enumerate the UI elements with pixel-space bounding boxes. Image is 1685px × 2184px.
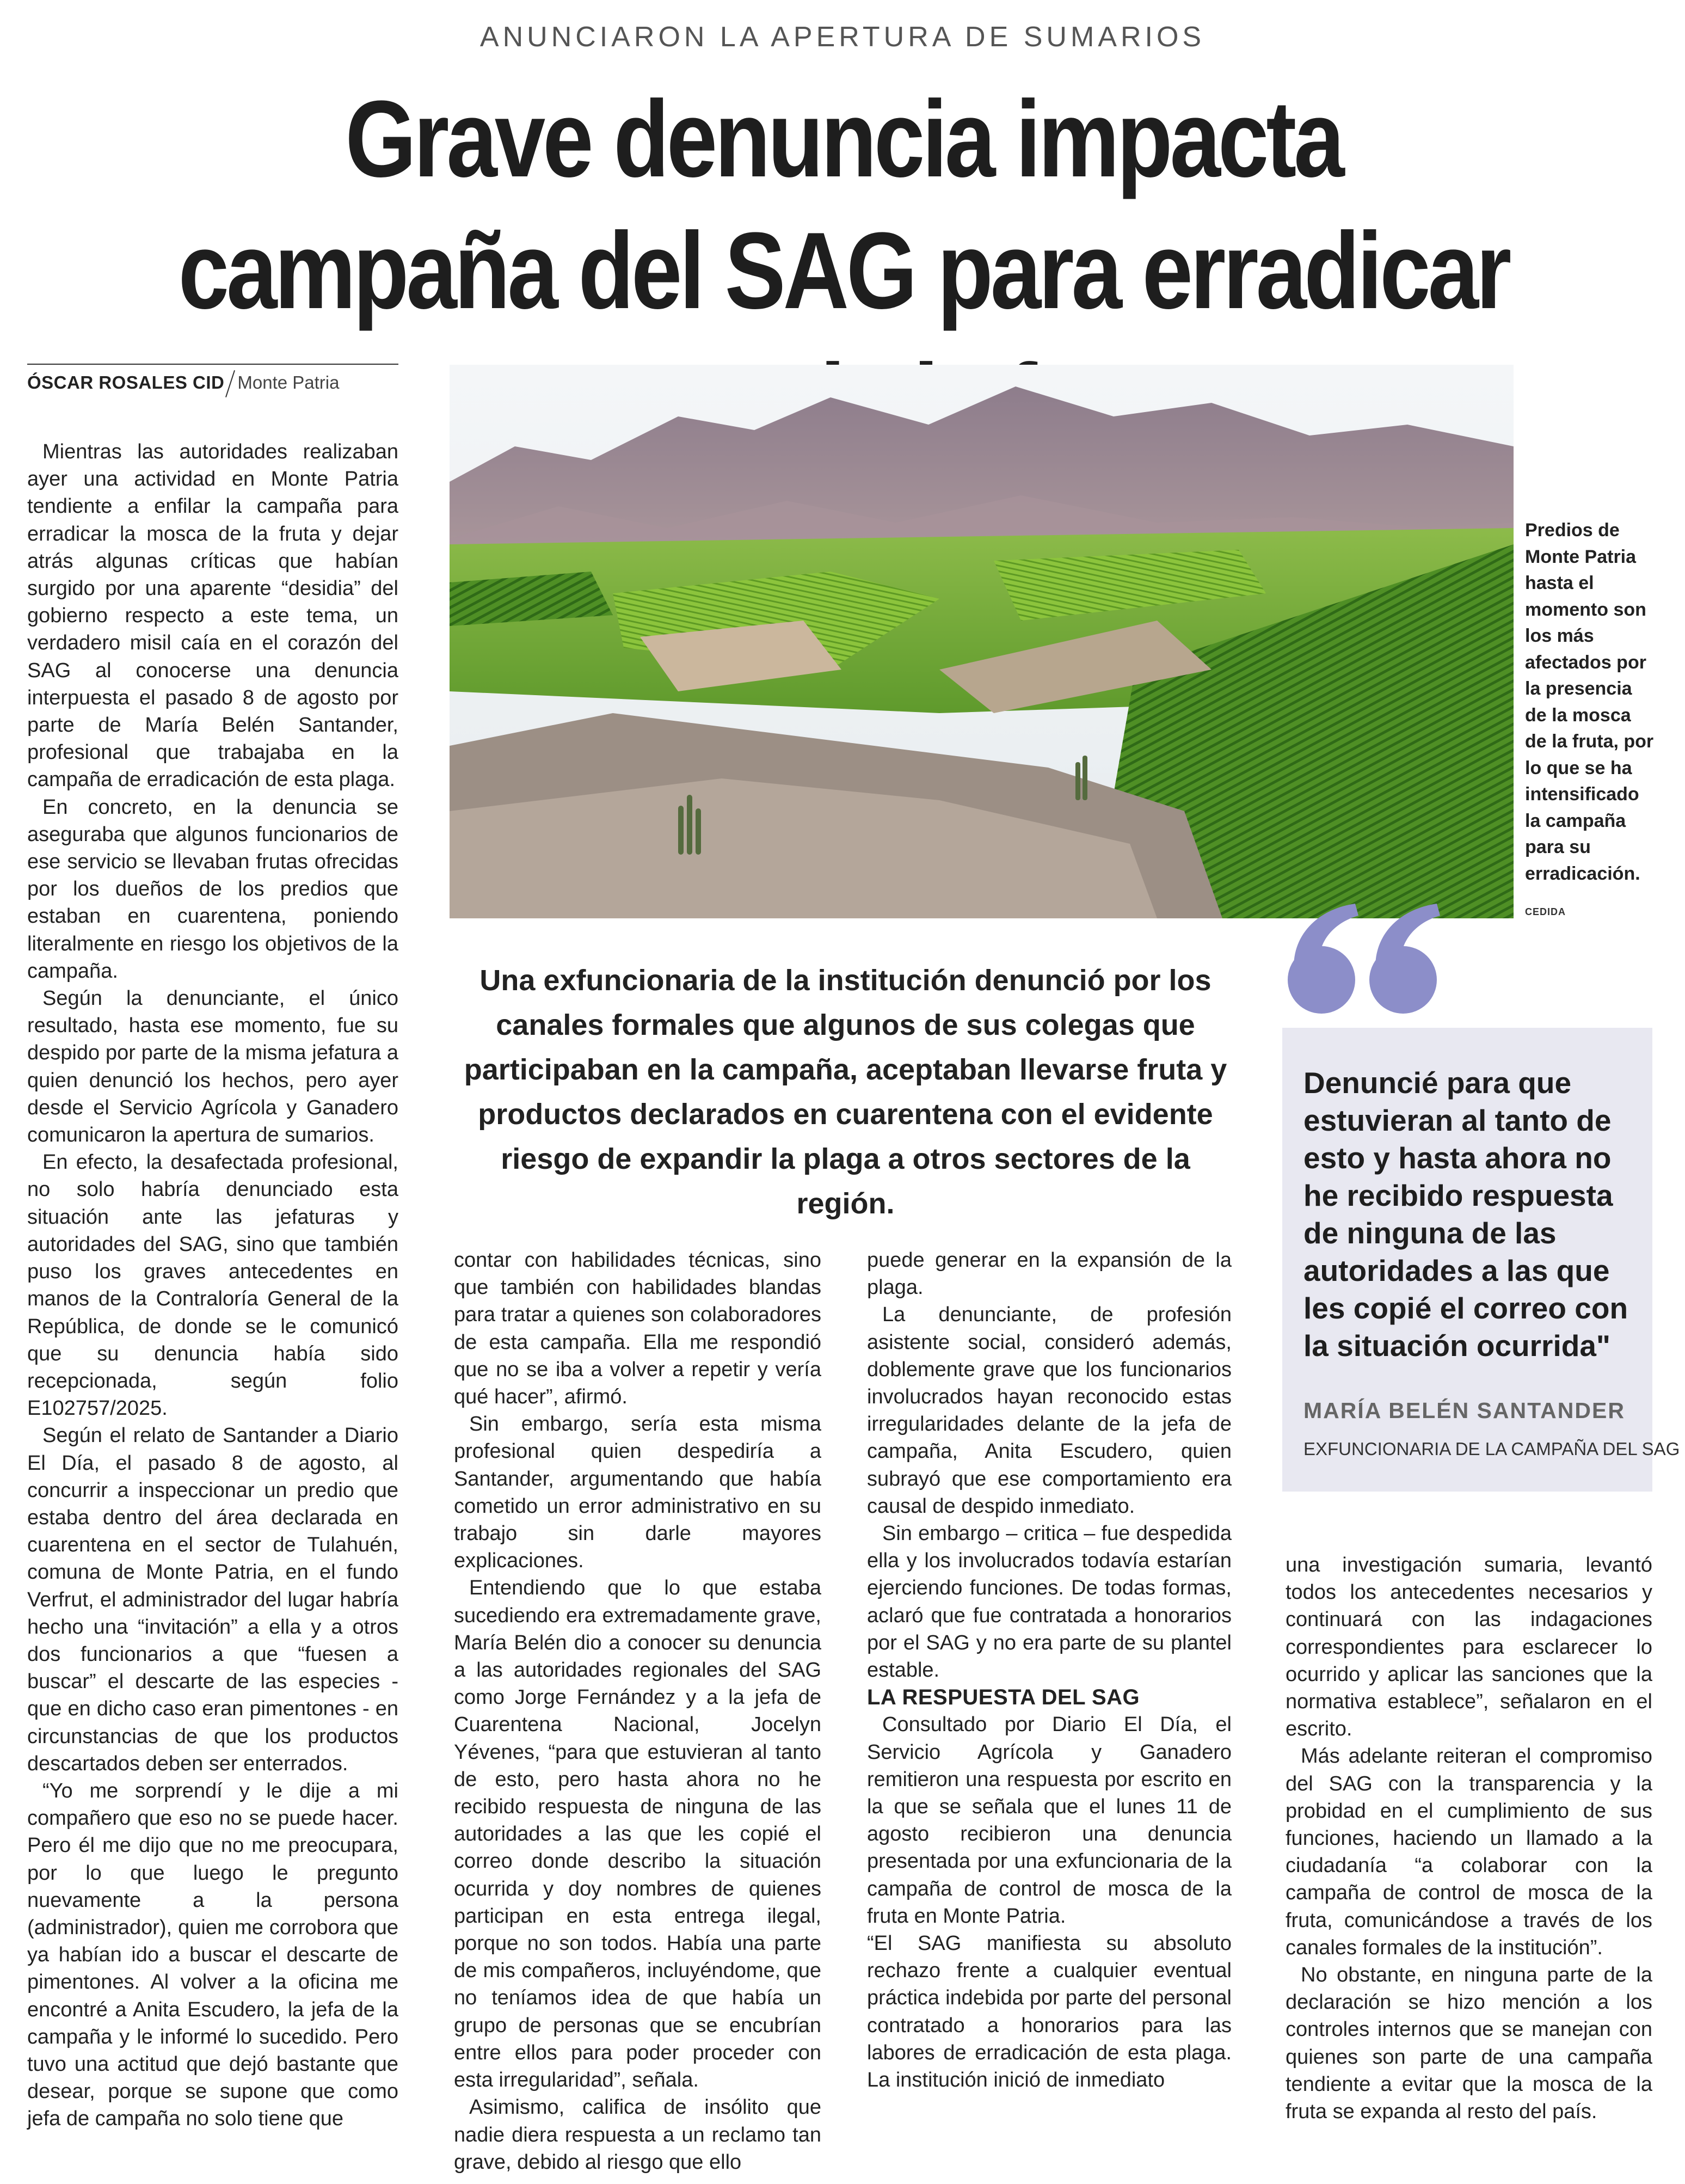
- paragraph: En efecto, la desafectada profesional, no solo habría denunciado esta situación ante las jefaturas y autoridades del SAG, sino que también puso los graves antecedentes en manos de la Contraloría General de la República, de donde se le comunicó que su denuncia había sido recepcionada, según folio E102757/2025.: [27, 1151, 398, 1420]
- paragraph: Entendiendo que lo que estaba sucediendo era extremadamente grave, María Belén dio a conocer su denuncia a las autoridades regionales del SAG como Jorge Fernández y a la jefa de Cuarentena Nacional, Jocelyn Yévenes, “para que estuvieran al tanto de esto, pero hasta ahora no he recibido respuesta de ninguna de las autoridades a las que les copié el correo donde describo la situación ocurrida y doy nombres de quienes participan en esta entrega ilegal, porque no son todos. Había una parte de mis compañeros, incluyéndome, que no teníamos idea de que había un grupo de personas que se encubrían entre ellos para poder proceder con esta irregularidad”, señala.: [454, 1576, 821, 2092]
- photo-caption: Predios de Monte Patria hasta el momento son los más afectados por la presencia de la mosca de la fruta, por lo que se ha intensificado la campaña para su erradicación.: [1525, 520, 1654, 884]
- paragraph: Más adelante reiteran el compromiso del SAG con la transparencia y la probidad en el cumplimiento de sus funciones, haciendo un llamado a la ciudadanía “a colaborar con la campaña de control de mosca de la fruta, comunicándose a través de los canales formales de la institución”.: [1286, 1745, 1652, 1959]
- paragraph: Sin embargo – critica – fue despedida ella y los involucrados todavía estarían ejerciendo funciones. De todas formas, aclaró que fue contratada a honorarios por el SAG y no era parte de su plantel estable.: [867, 1522, 1232, 1682]
- body-column-2: [454, 1247, 821, 2176]
- quote-author: MARÍA BELÉN SANTANDER: [1303, 1398, 1625, 1423]
- photo-credit: CEDIDA: [1525, 906, 1566, 917]
- paragraph: Sin embargo, sería esta misma profesional quien despediría a Santander, argumentando que había cometido un error administrativo en su trabajo sin darle mayores explicaciones.: [454, 1413, 821, 1573]
- pull-quote-text: Denuncié para que estuvieran al tanto de esto y hasta ahora no he recibido respuesta de ninguna de las autoridades a las que les copié el correo con la situación ocurrida": [1303, 1066, 1628, 1363]
- landscape-photo: [450, 365, 1514, 918]
- quote-mark-icon: [1279, 898, 1453, 1026]
- paragraph: No obstante, en ninguna parte de la declaración se hizo mención a los controles internos que se manejan con quienes son parte de una campaña tendiente a evitar que la mosca de la fruta se expanda al resto del país.: [1286, 1964, 1652, 2124]
- body-column-3: [867, 1247, 1232, 2094]
- paragraph: “Yo me sorprendí y le dije a mi compañero que eso no se puede hacer. Pero él me dijo que no me preocupara, por lo que luego le pregunto nuevamente a la persona (administrador), quien me corrobora que ya habían ido a buscar el descarte de pimentones. Al volver a la oficina me encontré a Anita Escudero, la jefa de la campaña y le informé lo sucedido. Pero tuvo una actitud que dejó bastante que desear, porque se supone que como jefa de campaña no solo tiene que: [27, 1779, 398, 2131]
- paragraph: Según el relato de Santander a Diario El Día, el pasado 8 de agosto, al concurrir a inspeccionar un predio que estaba dentro del área declarada en cuarentena en el sector de Tulahuén, comuna de Monte Patria, en el fundo Verfrut, el administrador del lugar habría hecho una “invitación” a ella y a otros dos funcionarios a que “fuesen a buscar” el descarte de las especies - que en dicho caso eran pimentones - en circunstancias de que los productos descartados deben ser enterrados.: [27, 1424, 398, 1775]
- paragraph: Mientras las autoridades realizaban ayer una actividad en Monte Patria tendiente a enfilar la campaña para erradicar la mosca de la fruta y dejar atrás algunas críticas que habían surgido por una aparente “desidia” del gobierno respecto a este tema, un verdadero misil caía en el corazón del SAG al conocerse una denuncia interpuesta el pasado 8 de agosto por parte de María Belén Santander, profesional que trabajaba en la campaña de erradicación de esta plaga.: [27, 440, 398, 792]
- paragraph: Según la denunciante, el único resultado, hasta ese momento, fue su despido por parte de la misma jefatura a quien denunció los hechos, pero ayer desde el Servicio Agrícola y Ganadero comunicaron la apertura de sumarios.: [27, 987, 398, 1147]
- quote-author-role: EXFUNCIONARIA DE LA CAMPAÑA DEL SAG: [1303, 1439, 1680, 1459]
- byline-author: ÓSCAR ROSALES CID: [27, 372, 225, 392]
- section-subheading: LA RESPUESTA DEL SAG: [867, 1685, 1140, 1710]
- kicker: ANUNCIARON LA APERTURA DE SUMARIOS: [479, 21, 1206, 53]
- lead-paragraph: Una exfuncionaria de la institución denunció por los canales formales que algunos de sus colegas que participaban en la campaña, aceptaban llevarse fruta y productos declarados en cuarentena con el evidente riesgo de expandir la plaga a otros sectores de la región.: [464, 964, 1227, 1220]
- paragraph: Asimismo, califica de insólito que nadie diera respuesta a un reclamo tan grave, debido al riesgo que ello: [454, 2096, 821, 2174]
- paragraph: “El SAG manifiesta su absoluto rechazo frente a cualquier eventual práctica indebida por parte del personal contratado a honorarios para las labores de erradicación de esta plaga. La institución inició de inmediato: [867, 1932, 1232, 2092]
- byline: [27, 364, 398, 402]
- byline-divider: [225, 370, 235, 397]
- body-column-4: [1286, 1551, 1652, 2125]
- paragraph: En concreto, en la denuncia se aseguraba que algunos funcionarios de ese servicio se llevaban frutas ofrecidas por los dueños de los predios que estaban en cuarentena, poniendo literalmente en riesgo los objetivos de la campaña.: [27, 795, 398, 983]
- valley-vineyards-image: [450, 365, 1514, 918]
- paragraph: La denunciante, de profesión asistente social, consideró además, doblemente grave que los funcionarios involucrados hayan reconocido estas irregularidades delante de la jefa de campaña, Anita Escudero, quien subrayó que ese comportamiento era causal de despido inmediato.: [867, 1303, 1232, 1518]
- paragraph: una investigación sumaria, levantó todos los antecedentes necesarios y continuará con las indagaciones correspondientes para esclarecer lo ocurrido y aplicar las sanciones que la normativa establece”, señalaron en el escrito.: [1286, 1554, 1652, 1741]
- paragraph: puede generar en la expansión de la plaga.: [867, 1249, 1232, 1299]
- byline-place: Monte Patria: [237, 372, 340, 392]
- headline: Grave denuncia impacta campaña del SAG para erradicar: [178, 78, 1509, 332]
- paragraph: Consultado por Diario El Día, el Servicio Agrícola y Ganadero remitieron una respuesta por escrito en la que se señala que el lunes 11 de agosto recibieron una denuncia presentada por una exfuncionaria de la campaña de control de mosca de la fruta en Monte Patria.: [867, 1713, 1232, 1928]
- paragraph: contar con habilidades técnicas, sino que también con habilidades blandas para tratar a quienes son colaboradores de esta campaña. Ella me respondió que no se iba a volver a repetir y vería qué hacer”, afirmó.: [454, 1249, 821, 1409]
- body-column-1: [27, 438, 398, 2133]
